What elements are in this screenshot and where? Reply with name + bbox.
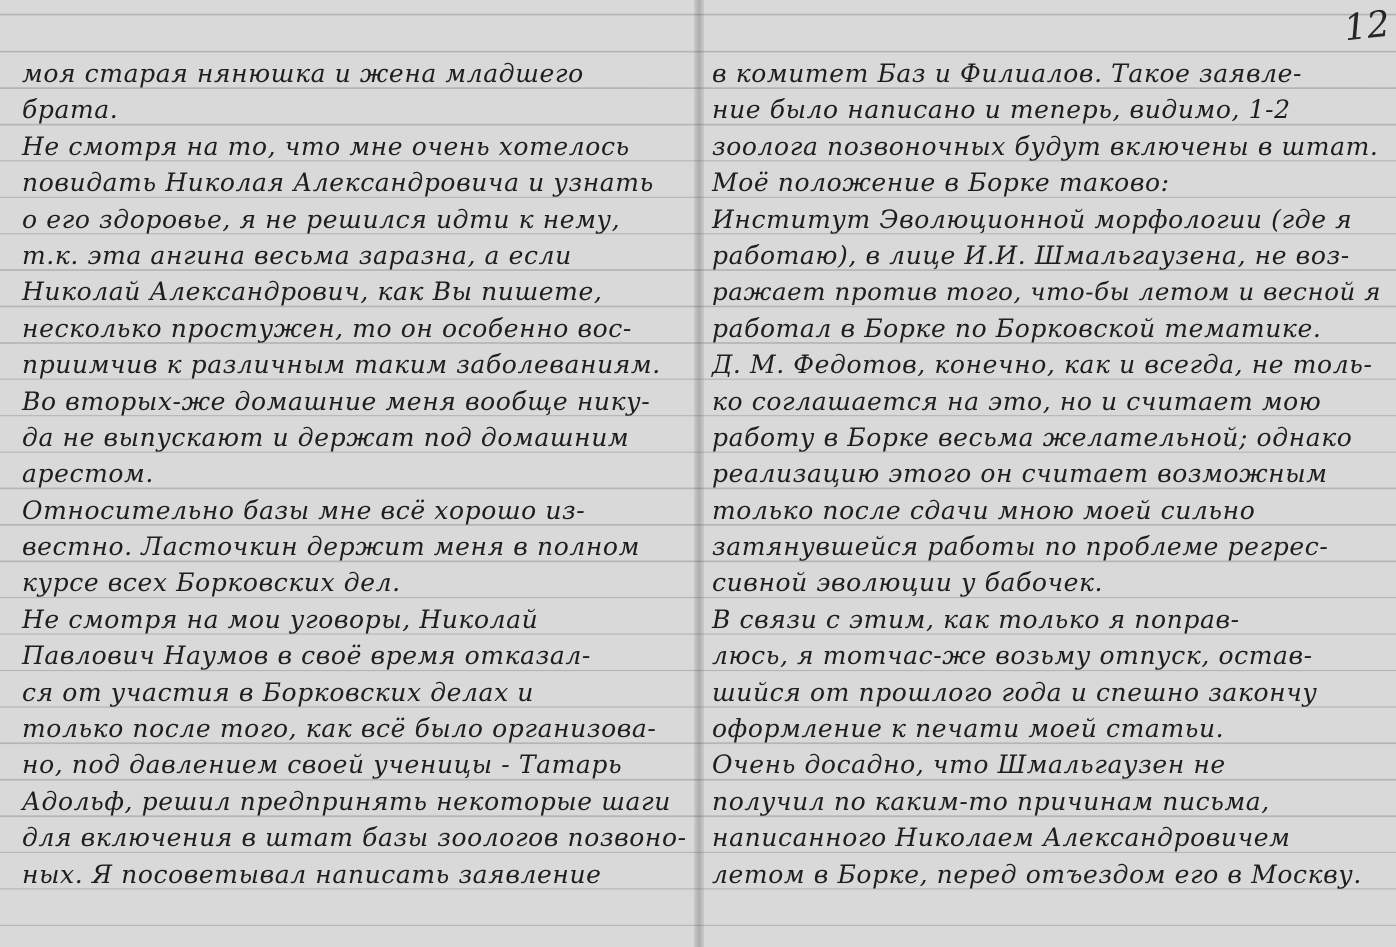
handwritten-line: ражает против того, что-бы летом и весной я	[712, 277, 1382, 307]
handwritten-line: оформление к печати моей статьи.	[712, 714, 1225, 744]
handwritten-line: Во вторых-же домашние меня вообще нику-	[22, 386, 651, 416]
handwritten-line: да не выпускают и держат под домашним	[22, 422, 630, 452]
handwritten-line: несколько простужен, то он особенно вос-	[22, 313, 632, 343]
handwritten-line: Николай Александрович, как Вы пишете,	[22, 277, 603, 307]
handwritten-line: курсе всех Борковских дел.	[22, 568, 401, 598]
handwritten-line: работу в Борке весьма желательной; однако	[712, 422, 1353, 452]
handwritten-line: ние было написано и теперь, видимо, 1-2	[712, 95, 1291, 125]
handwritten-line: Не смотря на то, что мне очень хотелось	[22, 131, 630, 161]
handwritten-line: работал в Борке по Борковской тематике.	[712, 313, 1322, 343]
page-fold	[694, 0, 704, 947]
handwritten-line: зоолога позвоночных будут включены в штат.	[712, 131, 1379, 161]
handwritten-line: В связи с этим, как только я поправ-	[712, 604, 1240, 634]
handwritten-line: Моё положение в Борке таково:	[712, 168, 1170, 198]
handwritten-line: т.к. эта ангина весьма заразна, а если	[22, 240, 572, 270]
handwritten-line: Относительно базы мне всё хорошо из-	[22, 495, 586, 525]
handwritten-line: повидать Николая Александровича и узнать	[22, 168, 654, 198]
handwritten-line: Адольф, решил предпринять некоторые шаги	[22, 786, 671, 816]
handwritten-line: получил по каким-то причинам письма,	[712, 786, 1270, 816]
handwritten-line: о его здоровье, я не решился идти к нему,	[22, 204, 621, 234]
handwritten-line: ся от участия в Борковских делах и	[22, 677, 535, 707]
handwritten-line: вестно. Ласточкин держит меня в полном	[22, 532, 640, 562]
handwritten-line: брата.	[22, 95, 119, 125]
handwritten-line: Не смотря на мои уговоры, Николай	[22, 604, 539, 634]
handwritten-line: в комитет Баз и Филиалов. Такое заявле-	[712, 59, 1303, 88]
handwritten-line: затянувшейся работы по проблеме регрес-	[712, 532, 1329, 562]
handwritten-line: люсь, я тотчас-же возьму отпуск, остав-	[712, 641, 1313, 671]
handwritten-line: работаю), в лице И.И. Шмальгаузена, не воз-	[712, 240, 1350, 270]
handwritten-line: ко соглашается на это, но и считает мою	[712, 386, 1322, 416]
handwritten-line: реализацию этого он считает возможным	[712, 459, 1328, 489]
handwritten-line: только после того, как всё было организова-	[22, 714, 657, 744]
handwritten-line: Д. М. Федотов, конечно, как и всегда, не толь-	[712, 350, 1373, 380]
handwritten-line: написанного Николаем Александровичем	[712, 823, 1291, 853]
handwritten-line: Очень досадно, что Шмальгаузен не	[712, 750, 1226, 780]
handwritten-line: только после сдачи мною моей сильно	[712, 495, 1256, 525]
handwritten-line: Павлович Наумов в своё время отказал-	[22, 641, 591, 671]
left-column	[22, 56, 692, 893]
handwritten-line: но, под давлением своей ученицы - Татарь	[22, 750, 623, 780]
handwritten-line: приимчив к различным таким заболеваниям.	[22, 350, 661, 380]
handwritten-line: арестом.	[22, 459, 154, 489]
handwritten-line: Институт Эволюционной морфологии (где я	[712, 204, 1353, 234]
page-number: 12	[1341, 3, 1392, 50]
handwritten-line: для включения в штат базы зоологов позвоно-	[22, 823, 687, 853]
handwritten-line: ных. Я посоветывал написать заявление	[22, 859, 602, 889]
handwritten-line: моя старая нянюшка и жена младшего	[22, 59, 584, 88]
handwritten-line: шийся от прошлого года и спешно закончу	[712, 677, 1318, 707]
right-column	[712, 56, 1392, 893]
handwritten-line: сивной эволюции у бабочек.	[712, 568, 1104, 598]
handwritten-line: летом в Борке, перед отъездом его в Москву.	[712, 859, 1362, 889]
